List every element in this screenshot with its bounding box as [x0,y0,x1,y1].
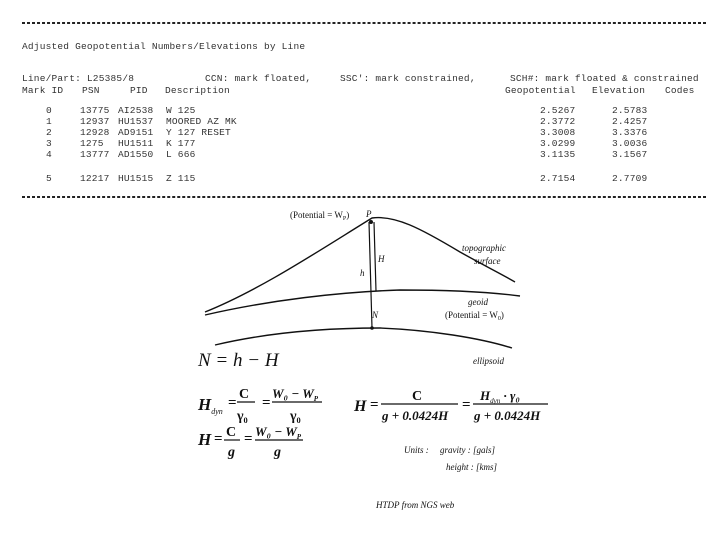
legend-ssc: SSC': mark constrained, [340,73,476,84]
row-desc: MOORED AZ MK [166,116,237,127]
row-geopotential: 3.0299 [540,138,576,149]
svg-text:=: = [228,395,237,411]
legend-ccn: CCN: mark floated, [205,73,312,84]
row-elevation: 2.7709 [612,173,648,184]
geoid-undulation-equation: N = h − H [198,350,279,371]
ellipsoid-label: ellipsoid [473,356,504,366]
row-elevation: 3.0036 [612,138,648,149]
legend-sch: SCH#: mark floated & constrained [510,73,699,84]
row-mark-id: 1 [46,116,52,127]
dynamic-height-formula [197,386,322,424]
gravity-units-note: gravity : [gals] [440,445,495,455]
point-p-marker [369,220,373,224]
row-elevation: 3.3376 [612,127,648,138]
potential-wp-label: (Potential = $W_P$) [290,210,350,222]
potential-w0-label: (Potential = $W_0$) [445,310,504,322]
line-part-label: Line/Part: L25385/8 [22,73,135,84]
denominator-gamma: γ₀ [237,409,248,424]
units-note-label: Units : [404,445,429,455]
row-desc: L 666 [166,149,196,160]
report-title: Adjusted Geopotential Numbers/Elevations by Line [22,41,306,52]
row-psn: 12217 [80,173,110,184]
row-mark-id: 3 [46,138,52,149]
helmert-orthometric-formula [353,388,548,423]
row-elevation: 2.4257 [612,116,648,127]
row-geopotential: 2.5267 [540,105,576,116]
h-dyn-symbol: $H_{dyn}$ [198,395,223,416]
row-elevation: 2.5783 [612,105,648,116]
svg-text:g + 0.0424H: g + 0.0424H [474,408,541,423]
col-mark-id: Mark ID [22,85,64,96]
topographic-label-line1: topographic [462,243,506,253]
numerator-c: C [239,387,250,402]
topographic-label-line2: surface [474,256,501,266]
row-desc: K 177 [166,138,196,149]
row-pid: HU1511 [118,138,154,149]
col-codes: Codes [665,85,695,96]
col-description: Description [165,85,230,96]
row-geopotential: 2.3772 [540,116,576,127]
row-mark-id: 0 [46,105,52,116]
svg-text:=: = [262,395,271,411]
svg-text:g + 0.0424H: g + 0.0424H [382,408,449,423]
svg-text:H: H [354,398,367,415]
numerator-w: $W_0 - W_P$ [272,386,319,403]
row-geopotential: 2.7154 [540,173,576,184]
point-n-label: N [372,310,379,320]
svg-text:W₀ − WP: $W_0 - W_P$ [255,424,302,441]
col-pid: PID [130,85,148,96]
col-psn: PSN [82,85,100,96]
col-elevation: Elevation [592,85,646,96]
row-psn: 13775 [80,105,110,116]
row-desc: W 125 [166,105,196,116]
row-pid: AD1550 [118,149,154,160]
height-units-note: height : [kms] [446,462,497,472]
row-mark-id: 2 [46,127,52,138]
geoid-label: geoid [468,297,488,307]
orthometric-height-label: H [378,254,385,264]
svg-text:=: = [214,431,223,447]
svg-text:=: = [462,397,471,413]
svg-text:g: g [228,445,235,460]
row-pid: HU1515 [118,173,154,184]
svg-text:H: H [198,430,212,449]
row-geopotential: 3.3008 [540,127,576,138]
point-n-marker [370,326,374,330]
svg-text:g: g [274,445,281,460]
svg-text:Hdyn · γ₀: $H_{dyn} \cdot \gamma_0$ [480,388,520,405]
row-elevation: 3.1567 [612,149,648,160]
orthometric-height-line [374,222,376,291]
htdp-note: HTDP from NGS web [376,500,455,510]
col-geopotential: Geopotential [505,85,576,96]
ellipsoidal-height-label: h [360,268,365,278]
point-p-label: P [366,209,372,219]
row-geopotential: 3.1135 [540,149,576,160]
ellipsoid-curve [215,328,512,348]
denominator-gamma: γ₀ [290,409,301,424]
row-desc: Y 127 RESET [166,127,231,138]
row-psn: 1275 [80,138,104,149]
row-pid: HU1537 [118,116,154,127]
row-pid: AD9151 [118,127,154,138]
row-psn: 13777 [80,149,110,160]
row-desc: Z 115 [166,173,196,184]
svg-text:=: = [370,397,379,413]
orthometric-height-simple-formula [197,424,303,460]
row-psn: 12928 [80,127,110,138]
row-mark-id: 5 [46,173,52,184]
row-psn: 12937 [80,116,110,127]
row-pid: AI2538 [118,105,154,116]
svg-text:C: C [226,425,237,440]
svg-text:=: = [244,431,253,447]
svg-text:C: C [412,389,423,404]
row-mark-id: 4 [46,149,52,160]
